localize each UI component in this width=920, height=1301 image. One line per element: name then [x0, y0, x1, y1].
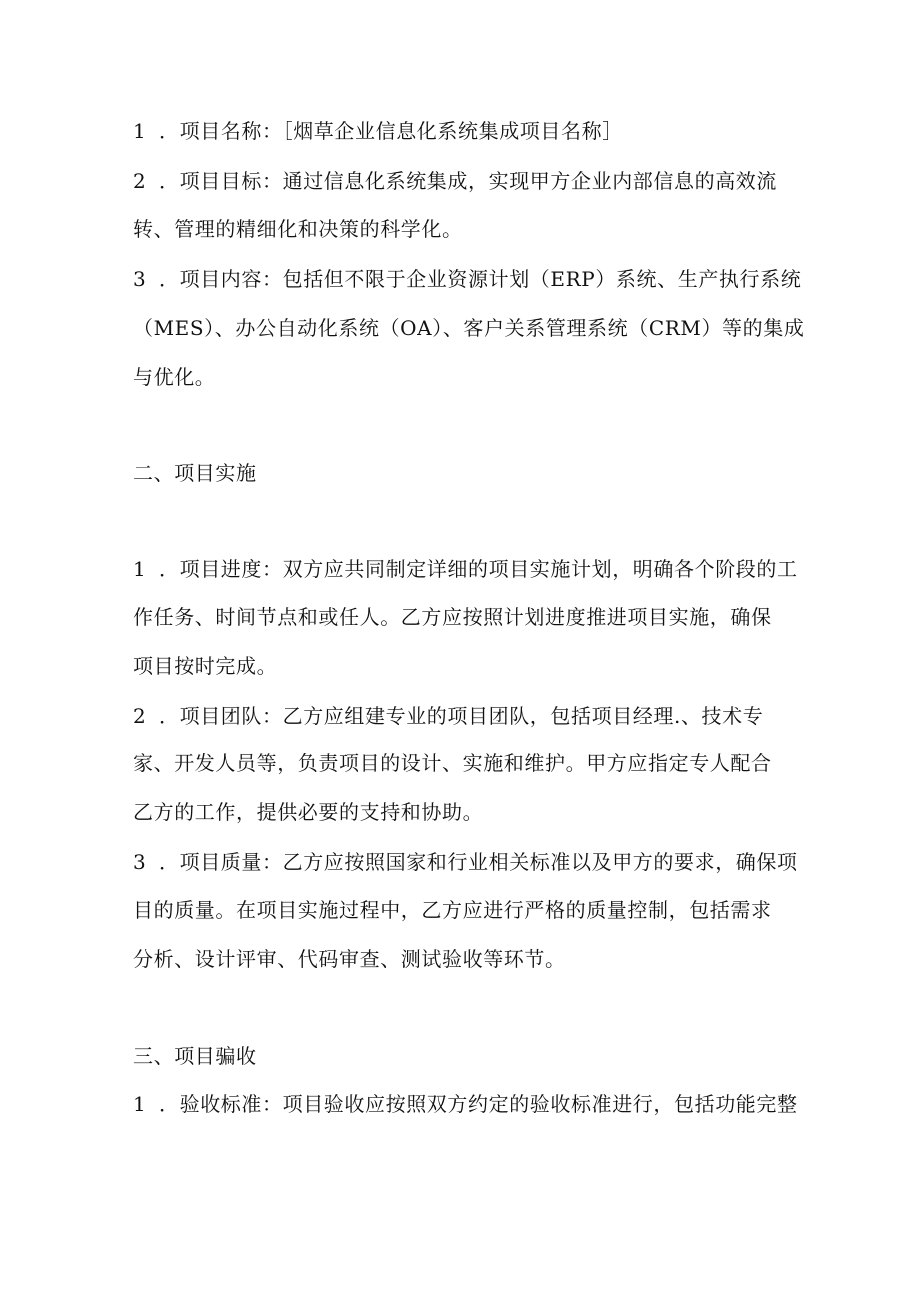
section-3-heading: 三、项目骗收 [133, 1044, 257, 1068]
item-1-2-line-1 [133, 168, 793, 194]
section-2-heading: 二、项目实施 [133, 461, 257, 485]
item-2-2-line-1 [133, 703, 793, 729]
item-2-2-line-2: 家、开发人员等，负责项目的设计、实施和维护。甲方应指定专人配合 [133, 751, 772, 775]
item-1-3-line-1 [133, 266, 802, 292]
item-text: ．项目质量：乙方应按照国家和行业相关标准以及甲方的要求，确保项 [159, 850, 798, 874]
item-number: 1 [133, 557, 147, 581]
item-3-1-line-1 [133, 1091, 798, 1117]
item-1-3-line-3: 与优化。 [133, 365, 216, 389]
item-number: 1 [133, 1092, 147, 1116]
item-1-2-line-2: 转、管理的精细化和决策的科学化。 [133, 217, 463, 241]
item-number: 3 [133, 267, 147, 291]
item-number: 3 [133, 850, 147, 874]
item-text: ．项目进度：双方应共同制定详细的项目实施计划，明确各个阶段的工 [159, 557, 798, 581]
item-2-3-line-3: 分析、设计评审、代码审查、测试验收等环节。 [133, 947, 566, 971]
item-text: ．项目团队：乙方应组建专业的项目团队，包括项目经理.、技术专 [159, 704, 764, 728]
item-2-2-line-3: 乙方的工作，提供必要的支持和协助。 [133, 800, 484, 824]
item-text: ．验收标准：项目验收应按照双方约定的验收标准进行，包括功能完整 [159, 1092, 798, 1116]
item-number: 1 [133, 119, 147, 143]
item-text: ．项目目标：通过信息化系统集成，实现甲方企业内部信息的高效流 [159, 169, 777, 193]
item-1-1-line-1 [133, 118, 793, 144]
item-2-1-line-2: 作任务、时间节点和或任人。乙方应按照计划进度推进项目实施，确保 [133, 605, 772, 629]
item-number: 2 [133, 169, 147, 193]
item-text: ．项目名称：［烟草企业信息化系统集成项目名称］ [159, 119, 623, 143]
item-2-1-line-3: 项目按时完成。 [133, 654, 278, 678]
item-1-3-line-2: （MES）、办公自动化系统（OA）、客户关系管理系统（CRM）等的集成 [133, 316, 805, 340]
item-2-3-line-1 [133, 849, 798, 875]
item-number: 2 [133, 704, 147, 728]
item-2-3-line-2: 目的质量。在项目实施过程中，乙方应进行严格的质量控制，包括需求 [133, 898, 772, 922]
item-text: ．项目内容：包括但不限于企业资源计划（ERP）系统、生产执行系统 [159, 267, 802, 291]
item-2-1-line-1 [133, 556, 798, 582]
